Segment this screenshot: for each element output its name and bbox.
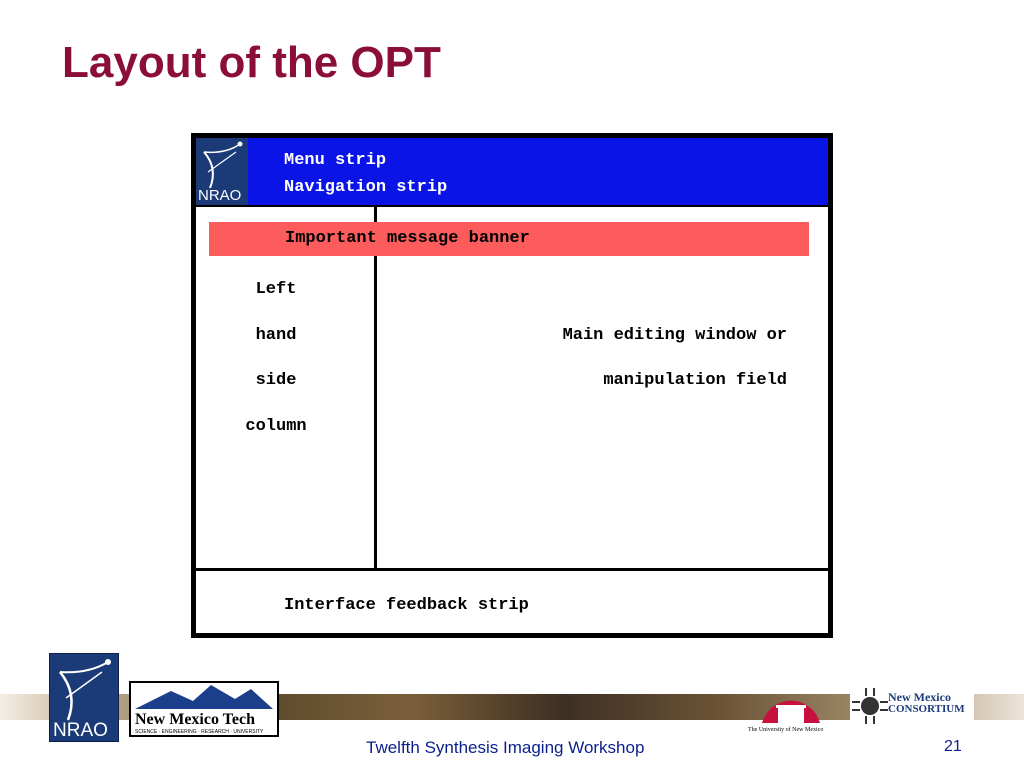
unm-caption: The University of New Mexico [748,727,824,733]
new-mexico-consortium-logo [850,686,974,726]
menu-strip-label: Menu strip [284,151,387,170]
nmt-tagline: SCIENCE · ENGINEERING · RESEARCH · UNIVERSITY [135,729,264,735]
nmt-name: New Mexico Tech [135,711,255,728]
opt-layout-diagram [191,133,833,638]
nrao-badge-text: NRAO [53,720,108,741]
main-window-label-line2: manipulation field [603,371,787,390]
page-number: 21 [944,738,962,755]
unm-emblem-icon [748,683,834,727]
left-column-word: hand [255,326,297,345]
new-mexico-tech-logo [129,681,279,737]
nrao-logo-text: NRAO [198,187,242,204]
left-column-word: column [245,417,307,436]
nrao-badge-icon [49,653,119,742]
column-divider [374,207,377,568]
feedback-strip-label: Interface feedback strip [284,596,529,615]
footer-title: Twelfth Synthesis Imaging Workshop [366,738,645,757]
main-window-label-line1: Main editing window or [562,326,787,345]
zia-sun-icon [850,686,890,726]
left-column-word: Left [255,280,297,299]
left-column-word: side [255,371,297,390]
mountain-icon [131,683,277,711]
slide-title: Layout of the OPT [62,38,441,87]
important-message-banner [209,222,809,256]
nmc-line2: CONSORTIUM [888,703,965,715]
unm-logo [748,683,834,737]
navigation-strip-label: Navigation strip [284,178,448,197]
nrao-logo-icon [196,138,248,205]
nmc-line1: New Mexico [888,690,951,704]
menu-navigation-strip [196,138,828,205]
banner-label: Important message banner [285,229,530,248]
interface-feedback-strip [196,571,828,633]
